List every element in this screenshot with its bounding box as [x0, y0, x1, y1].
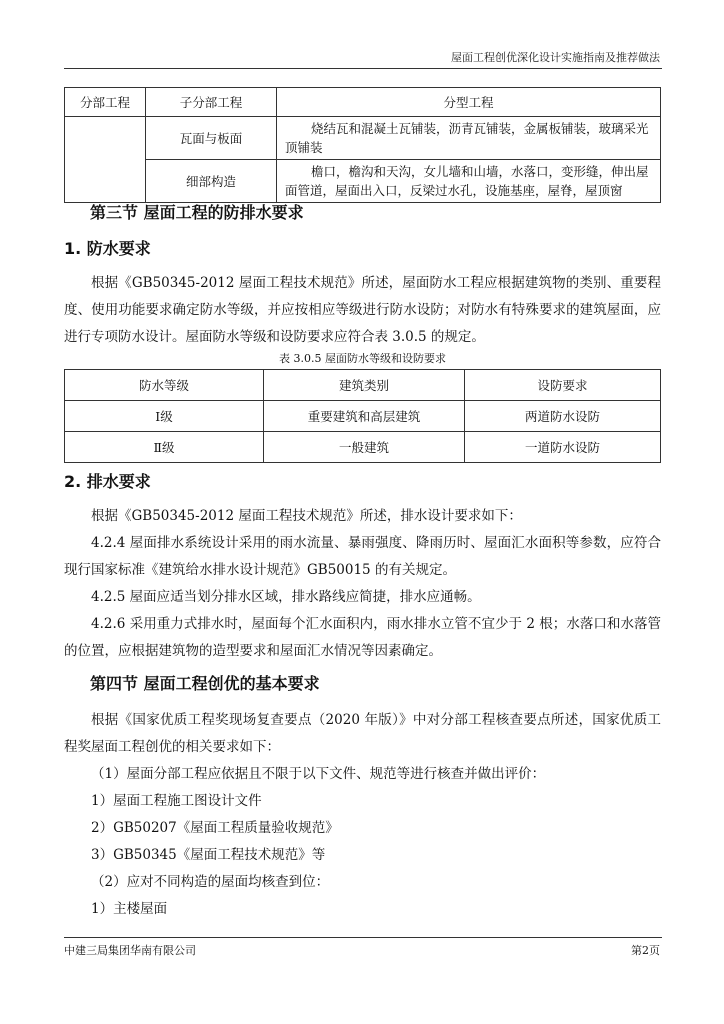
table-row	[65, 117, 661, 160]
table-header-row	[65, 370, 661, 401]
table-row	[65, 401, 661, 432]
paragraph: 1）屋面工程施工图设计文件	[91, 793, 262, 809]
sub2-title: 2. 排水要求	[64, 472, 151, 491]
table-header-cell: 设防要求	[465, 370, 661, 401]
table-row	[65, 432, 661, 463]
table-cell: Ⅱ级	[65, 432, 264, 463]
sub1-title: 1. 防水要求	[64, 239, 151, 258]
sub1-paragraph: 根据《GB50345-2012 屋面工程技术规范》所述，屋面防水工程应根据建筑物的类别、重要程度、使用功能要求确定防水等级，并应按相应等级进行防水设防；对防水有特殊要求的建筑屋面，应进行专项防水设计。屋面防水等级和设防要求应符合表 3.0.5 的规定。	[64, 275, 661, 345]
header-rule	[64, 68, 662, 69]
table-cell-text: 烧结瓦和混凝土瓦铺装，沥青瓦铺装，金属板铺装，玻璃采光顶铺装	[285, 121, 649, 155]
section4-title: 第四节 屋面工程创优的基本要求	[90, 674, 320, 693]
table-cell: 一道防水设防	[465, 432, 661, 463]
table-cell: 重要建筑和高层建筑	[264, 401, 465, 432]
paragraph: 4.2.4 屋面排水系统设计采用的雨水流量、暴雨强度、降雨历时、屋面汇水面积等参数，应符合现行国家标准《建筑给水排水设计规范》GB50015 的有关规定。	[64, 535, 661, 578]
paragraph: 3）GB50345《屋面工程技术规范》等	[91, 847, 326, 863]
footer-page-number: 第2页	[631, 944, 660, 957]
table-cell	[277, 117, 661, 160]
waterproof-table	[64, 369, 661, 463]
table-cell	[277, 160, 661, 203]
table-cell: Ⅰ级	[65, 401, 264, 432]
page-content	[64, 200, 661, 923]
table-caption: 表 3.0.5 屋面防水等级和设防要求	[279, 352, 446, 365]
table-cell: 两道防水设防	[465, 401, 661, 432]
paragraph: （1）屋面分部工程应依据且不限于以下文件、规范等进行核查并做出评价：	[91, 766, 546, 782]
paragraph: 根据《国家优质工程奖现场复查要点（2020 年版）》中对分部工程核查要点所述，国家优质工程奖屋面工程创优的相关要求如下：	[64, 712, 661, 755]
section3-title: 第三节 屋面工程的防排水要求	[90, 203, 304, 222]
table-cell: 一般建筑	[264, 432, 465, 463]
paragraph: （2）应对不同构造的屋面均核查到位：	[91, 874, 330, 890]
table-cell: 瓦面与板面	[146, 117, 277, 160]
table-cell-text: 檐口，檐沟和天沟，女儿墙和山墙，水落口，变形缝，伸出屋面管道，屋面出入口，反梁过水孔，设施基座，屋脊，屋顶窗	[285, 164, 649, 198]
table-header-cell: 子分部工程	[146, 88, 277, 117]
paragraph: 2）GB50207《屋面工程质量验收规范》	[91, 820, 339, 836]
table-header-cell: 分部工程	[65, 88, 146, 117]
paragraph: 4.2.5 屋面应适当划分排水区域，排水路线应简捷，排水应通畅。	[91, 589, 481, 605]
table-header-cell: 防水等级	[65, 370, 264, 401]
table-header-cell: 分型工程	[277, 88, 661, 117]
table-row	[65, 160, 661, 203]
table-cell-empty	[65, 117, 146, 203]
top-table	[64, 87, 661, 203]
paragraph: 1）主楼屋面	[91, 901, 168, 917]
paragraph: 4.2.6 采用重力式排水时，屋面每个汇水面积内，雨水排水立管不宜少于 2 根；水落口和水落管的位置，应根据建筑物的造型要求和屋面汇水情况等因素确定。	[64, 616, 661, 659]
paragraph: 根据《GB50345-2012 屋面工程技术规范》所述，排水设计要求如下：	[91, 508, 522, 524]
table-header-cell: 建筑类别	[264, 370, 465, 401]
table-header-row	[65, 88, 661, 117]
table-cell: 细部构造	[146, 160, 277, 203]
footer-rule	[64, 937, 662, 938]
footer-company: 中建三局集团华南有限公司	[64, 944, 196, 957]
header-title: 屋面工程创优深化设计实施指南及推荐做法	[451, 51, 660, 64]
